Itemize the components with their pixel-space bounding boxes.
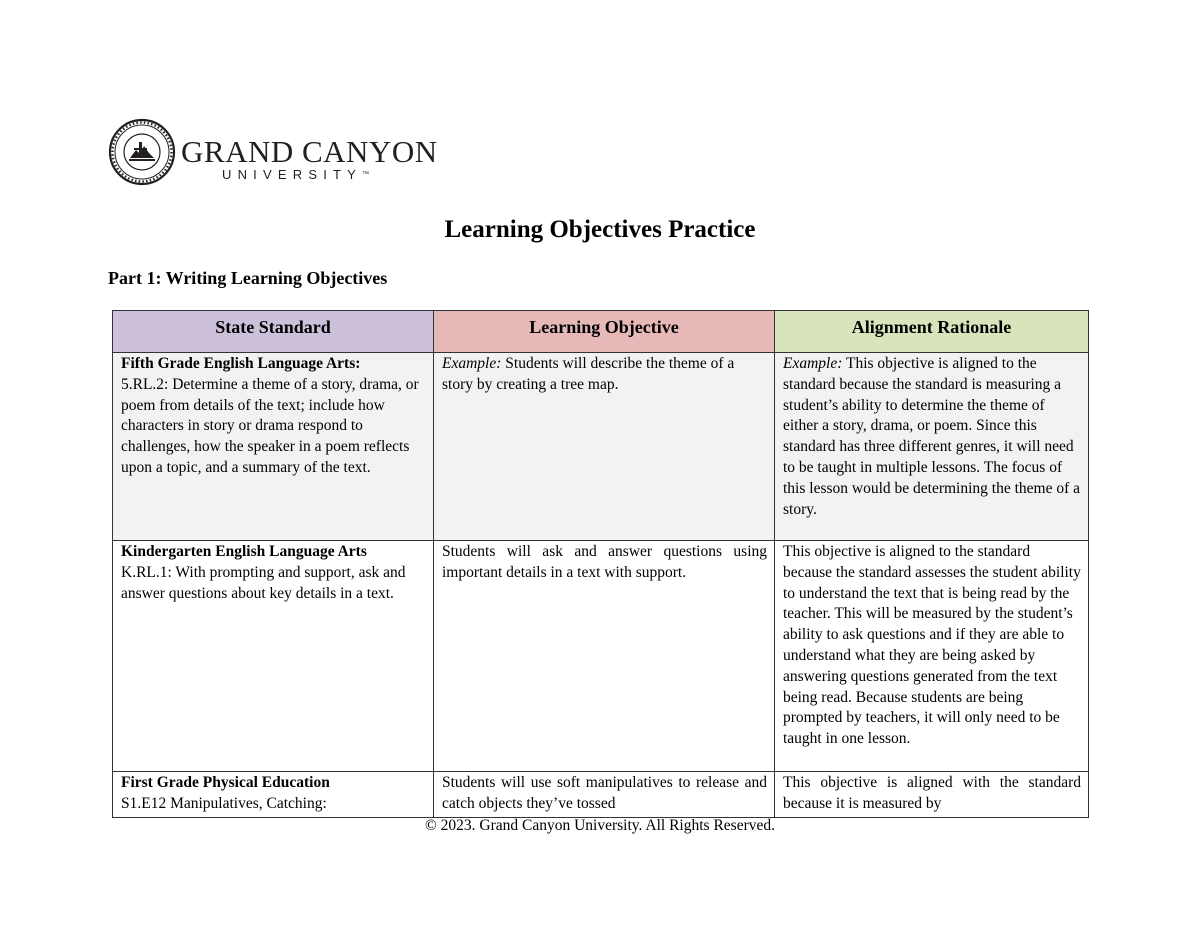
table-row xyxy=(113,541,1089,772)
learning-objective-cell xyxy=(434,353,775,541)
objective-text: Students will use soft manipulatives to release and catch objects they’ve tossed xyxy=(442,774,767,812)
university-logo xyxy=(108,118,438,188)
table-row xyxy=(113,772,1089,818)
header-learning-objective: Learning Objective xyxy=(434,311,775,353)
table-header-row xyxy=(113,311,1089,353)
logo-subword: UNIVERSITY™ xyxy=(222,167,370,182)
learning-objective-cell xyxy=(434,772,775,818)
example-label: Example: xyxy=(442,355,502,372)
learning-objective-cell xyxy=(434,541,775,772)
copyright-footer: © 2023. Grand Canyon University. All Rights Reserved. xyxy=(424,817,775,834)
section-heading: Part 1: Writing Learning Objectives xyxy=(108,268,388,288)
state-standard-cell xyxy=(113,353,434,541)
rationale-text: This objective is aligned to the standard because the standard assesses the student ability to understand the text that is being read by the teacher. This will be measured by the student’s ability to ask questions and if they are able to understand what they are being asked by answering questions generated from the text being read. Because students are being prompted by teachers, it will only need to be taught in one lesson. xyxy=(783,543,1081,748)
university-seal-icon xyxy=(108,118,176,186)
header-state-standard: State Standard xyxy=(113,311,434,353)
rationale-text: This objective is aligned with the standard because it is measured by xyxy=(783,774,1081,812)
standard-text: 5.RL.2: Determine a theme of a story, drama, or poem from details of the text; include how characters in story or drama respond to challenges, how the speaker in a poem reflects upon a topic, and a summary of the text. xyxy=(121,375,419,476)
objective-text: Students will describe the theme of a story by creating a tree map. xyxy=(442,355,735,393)
alignment-rationale-cell xyxy=(775,541,1089,772)
grade-subject: Kindergarten English Language Arts xyxy=(121,543,367,560)
header-alignment-rationale: Alignment Rationale xyxy=(775,311,1089,353)
learning-objectives-table xyxy=(112,310,1089,818)
example-label: Example: xyxy=(783,355,843,372)
alignment-rationale-cell xyxy=(775,772,1089,818)
objective-text: Students will ask and answer questions using important details in a text with support. xyxy=(442,543,767,581)
standard-text: S1.E12 Manipulatives, Catching: xyxy=(121,794,327,812)
page-title: Learning Objectives Practice xyxy=(444,216,756,243)
logo-wordmark: GRAND CANYON xyxy=(181,134,438,169)
grade-subject: First Grade Physical Education xyxy=(121,774,330,791)
table-row xyxy=(113,353,1089,541)
grade-subject: Fifth Grade English Language Arts: xyxy=(121,355,361,372)
state-standard-cell xyxy=(113,772,434,818)
alignment-rationale-cell xyxy=(775,353,1089,541)
standard-text: K.RL.1: With prompting and support, ask and answer questions about key details in a text. xyxy=(121,563,406,602)
state-standard-cell xyxy=(113,541,434,772)
rationale-text: This objective is aligned to the standard because the standard is measuring a student’s ability to determine the theme of either a story, drama, or poem. Since this standard has three different genres, it will need to be taught in multiple lessons. The focus of this lesson would be determining the theme of a story. xyxy=(783,355,1081,518)
